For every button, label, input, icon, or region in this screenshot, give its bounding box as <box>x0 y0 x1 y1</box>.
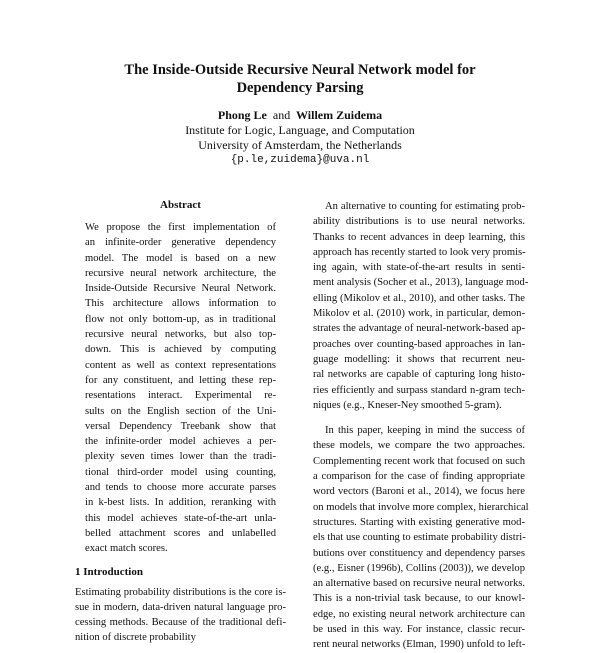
text-line: ries efficiently and surpass standard n-gram tech- <box>313 384 525 396</box>
text-line: versal Dependency Treebank show that <box>85 420 276 432</box>
university: University of Amsterdam, the Netherlands <box>198 138 402 152</box>
introduction-body <box>75 585 286 646</box>
text-line: flow not only bottom-up, as in traditional <box>85 313 276 325</box>
text-line: belled attachment scores and unlabelled <box>85 527 276 539</box>
text-line: tional third-order model using counting, <box>85 466 276 478</box>
text-line: in k-best lists. In addition, reranking with <box>85 497 276 509</box>
text-line: down. This is achieved by computing <box>85 344 276 356</box>
text-line: approach has recently started to look very promis- <box>313 246 526 258</box>
text-line: on models that involve more complex, hierarchical <box>313 501 529 513</box>
right-paragraph-2 <box>313 423 529 652</box>
text-line: the infinite-order model achieves a per- <box>85 436 276 448</box>
text-line: plexity seven times lower than the tradi- <box>85 451 276 463</box>
text-line: recursive neural network architecture, the <box>85 267 276 279</box>
text-line: edge, no existing neural network architecture can <box>313 608 525 620</box>
text-line: nition of discrete probability <box>75 632 196 644</box>
text-line: ability distributions is to use neural networks. <box>313 216 525 228</box>
text-line: for any constituent, and letting these rep- <box>85 374 276 386</box>
email: {p.le,zuidema}@uva.nl <box>230 154 370 166</box>
author-block <box>100 108 500 168</box>
title-line-2: Dependency Parsing <box>236 80 364 96</box>
text-line: exact match scores. <box>85 543 168 555</box>
text-line: elling (Mikolov et al., 2010), and other tasks. The <box>313 292 525 304</box>
paper-title <box>60 61 540 97</box>
text-line: Estimating probability distributions is the core is- <box>75 586 286 598</box>
text-line: be used in this way. For instance, classic recur- <box>313 624 525 636</box>
text-line: recursive neural networks, but also top- <box>85 329 276 341</box>
text-line: rent neural networks (Elman, 1990) unfold to left- <box>313 639 526 651</box>
left-column <box>75 198 286 646</box>
text-line: We propose the first implementation of <box>85 222 276 233</box>
text-line: word vectors (Baroni et al., 2014), we focus here <box>313 486 525 498</box>
text-line: Thanks to recent advances in deep learning, this <box>313 231 525 243</box>
text-line: and tends to choose more accurate parses <box>85 482 276 494</box>
text-line: content as well as context representations <box>85 359 276 371</box>
text-line: proaches over counting-based approaches in lan- <box>313 338 525 350</box>
text-line: ment analysis (Socher et al., 2013), language mod- <box>313 277 529 289</box>
text-line: model. The model is based on a new <box>85 252 276 264</box>
right-column <box>313 199 529 653</box>
text-line: butions over constituency and dependency parses <box>313 547 525 559</box>
text-line: sults on the English section of the Uni- <box>85 405 276 417</box>
text-line: strates the advantage of neural-network-based ap- <box>313 323 525 335</box>
text-line: An alternative to counting for estimating prob- <box>325 201 525 212</box>
text-line: cessing methods. Because of the traditional defi- <box>75 617 286 629</box>
text-line: these models, we compare the two approaches. <box>313 440 525 452</box>
author-and: and <box>272 108 291 122</box>
text-line: sue in modern, data-driven natural language pro- <box>75 601 286 613</box>
paragraph-gap <box>313 413 525 423</box>
text-line: (e.g., Eisner (1996b), Collins (2003)), we develop <box>313 562 525 574</box>
author-1: Phong Le <box>217 108 267 122</box>
text-line: els that use counting to estimate probability distri- <box>313 532 526 544</box>
text-line: ral networks are capable of capturing long histo- <box>313 369 525 381</box>
text-line: guage modelling: it shows that recurrent neu- <box>313 353 525 365</box>
text-line: this model achieves state-of-the-art unla- <box>85 512 276 524</box>
text-line: This architecture allows information to <box>85 298 276 310</box>
text-line: niques (e.g., Kneser-Ney smoothed 5-gram). <box>313 399 502 411</box>
text-line: ing again, with state-of-the-art results in senti- <box>313 262 525 274</box>
institute: Institute for Logic, Language, and Computation <box>185 123 415 137</box>
author-names <box>100 108 500 123</box>
abstract-heading: Abstract <box>160 199 201 211</box>
introduction-heading: 1 Introduction <box>75 565 143 578</box>
text-line: Mikolov et al. (2010) work, in particular, demon- <box>313 308 525 320</box>
text-line: an alternative based on recursive neural networks. <box>313 578 526 590</box>
text-line: a comparison for the case of finding appropriate <box>313 471 525 483</box>
right-paragraph-1 <box>313 199 529 413</box>
text-line: In this paper, keeping in mind the success of <box>325 425 525 437</box>
abstract-body <box>75 220 286 557</box>
text-line: This is a non-trivial task because, to our knowl- <box>313 593 525 605</box>
author-2: Willem Zuidema <box>296 108 383 122</box>
text-line: Inside-Outside Recursive Neural Network. <box>85 283 276 295</box>
text-line: an infinite-order generative dependency <box>85 237 276 249</box>
text-line: structures. Starting with existing generative mod- <box>313 516 525 528</box>
text-line: resentations interact. Experimental re- <box>85 390 276 402</box>
text-line: Complementing recent work that focused on such <box>313 455 525 467</box>
title-line-1: The Inside-Outside Recursive Neural Network model for <box>124 62 476 78</box>
